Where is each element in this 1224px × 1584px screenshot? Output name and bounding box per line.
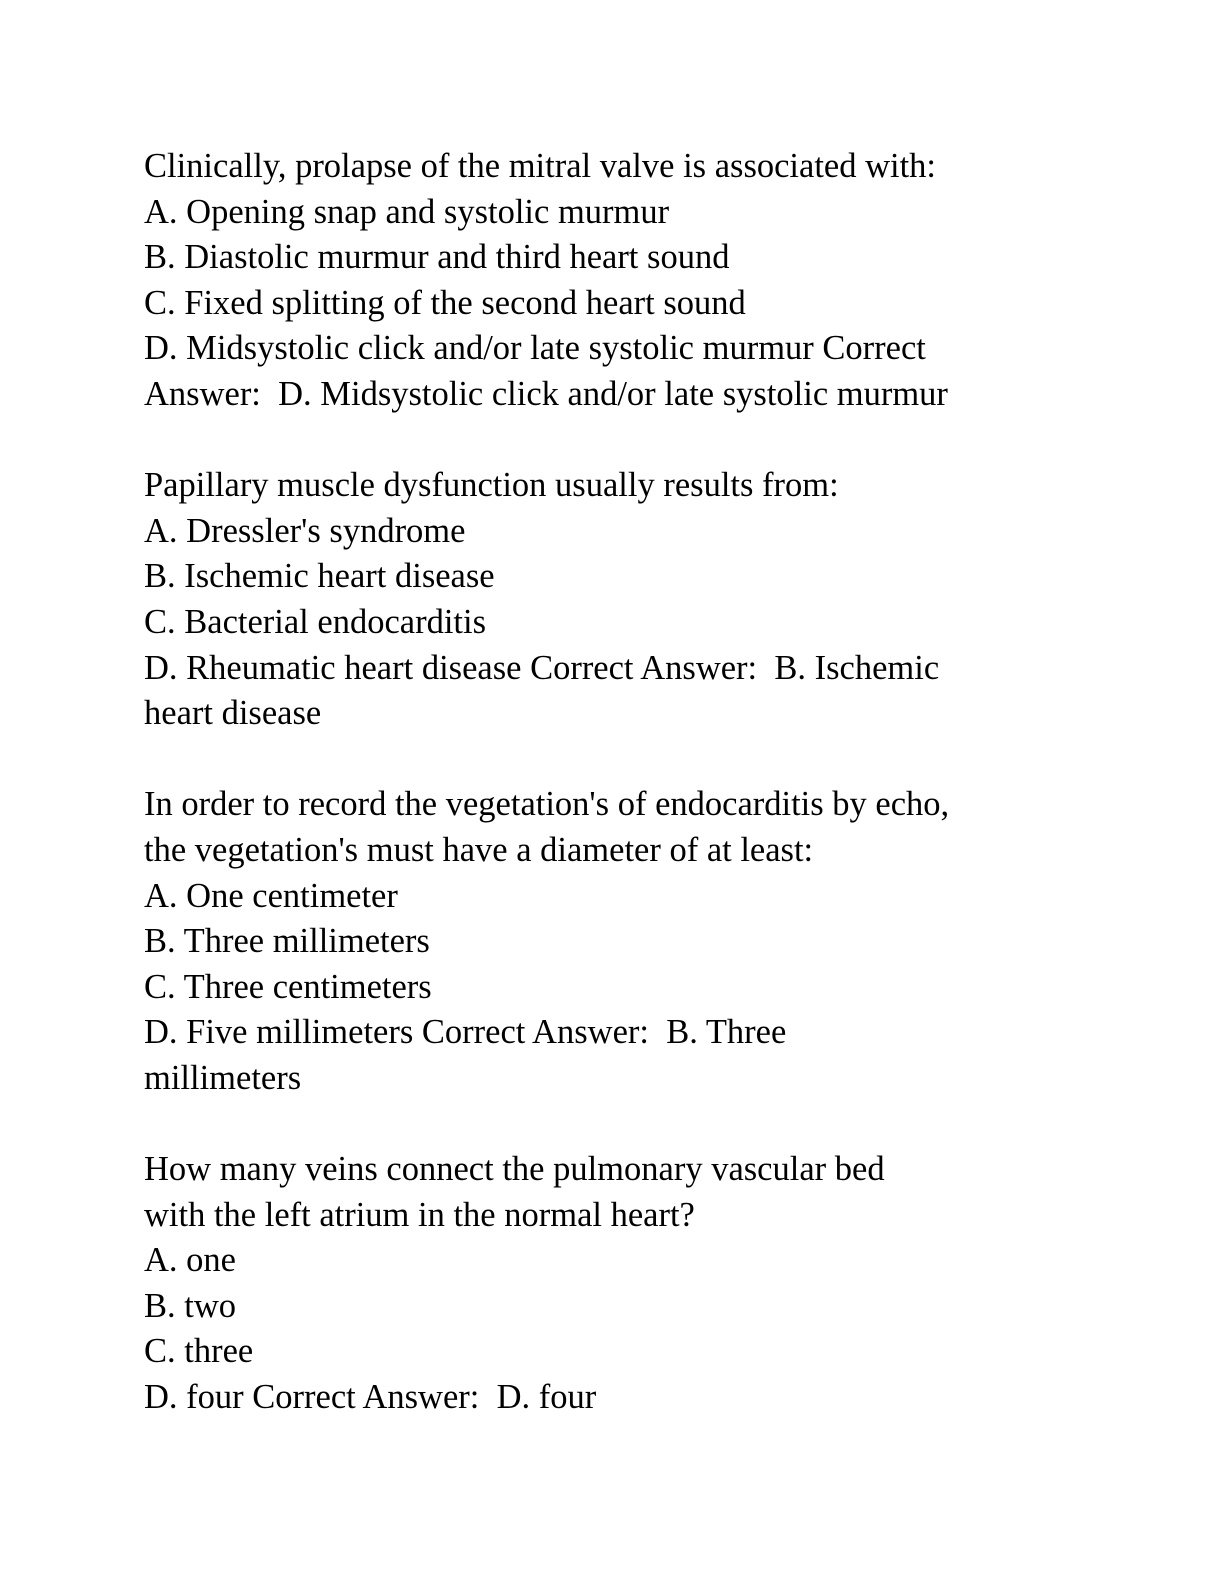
- option-c: C. Bacterial endocarditis: [144, 602, 487, 641]
- question-block-2: [144, 463, 1084, 737]
- option-d: D. Rheumatic heart disease Correct Answer: B. Ischemic: [144, 648, 940, 687]
- answer-continuation: millimeters: [144, 1058, 302, 1097]
- document-page: [144, 144, 1084, 1466]
- question-text-continuation: with the left atrium in the normal heart?: [144, 1195, 695, 1234]
- answer-continuation: heart disease: [144, 694, 322, 733]
- question-block-4: [144, 1147, 1084, 1421]
- option-d: D. Midsystolic click and/or late systolic murmur Correct: [144, 329, 926, 368]
- question-block-1: [144, 144, 1084, 418]
- option-b: B. Diastolic murmur and third heart sound: [144, 238, 730, 277]
- question-text: How many veins connect the pulmonary vascular bed: [144, 1150, 885, 1189]
- option-c: C. three: [144, 1332, 254, 1371]
- option-a: A. Dressler's syndrome: [144, 511, 466, 550]
- question-text: In order to record the vegetation's of endocarditis by echo,: [144, 785, 950, 824]
- option-a: A. One centimeter: [144, 876, 398, 915]
- option-c: C. Fixed splitting of the second heart sound: [144, 283, 746, 322]
- option-d: D. four Correct Answer: D. four: [144, 1378, 597, 1417]
- question-text: Clinically, prolapse of the mitral valve is associated with:: [144, 147, 937, 185]
- option-c: C. Three centimeters: [144, 967, 432, 1006]
- option-d: D. Five millimeters Correct Answer: B. Three: [144, 1013, 787, 1052]
- option-b: B. Three millimeters: [144, 922, 430, 961]
- question-block-3: [144, 782, 1084, 1101]
- question-text: Papillary muscle dysfunction usually results from:: [144, 466, 839, 505]
- option-a: A. Opening snap and systolic murmur: [144, 192, 670, 231]
- option-a: A. one: [144, 1241, 236, 1280]
- option-b: B. two: [144, 1286, 237, 1325]
- answer-continuation: Answer: D. Midsystolic click and/or late systolic murmur: [144, 374, 948, 413]
- option-b: B. Ischemic heart disease: [144, 557, 495, 596]
- question-text-continuation: the vegetation's must have a diameter of at least:: [144, 830, 814, 869]
